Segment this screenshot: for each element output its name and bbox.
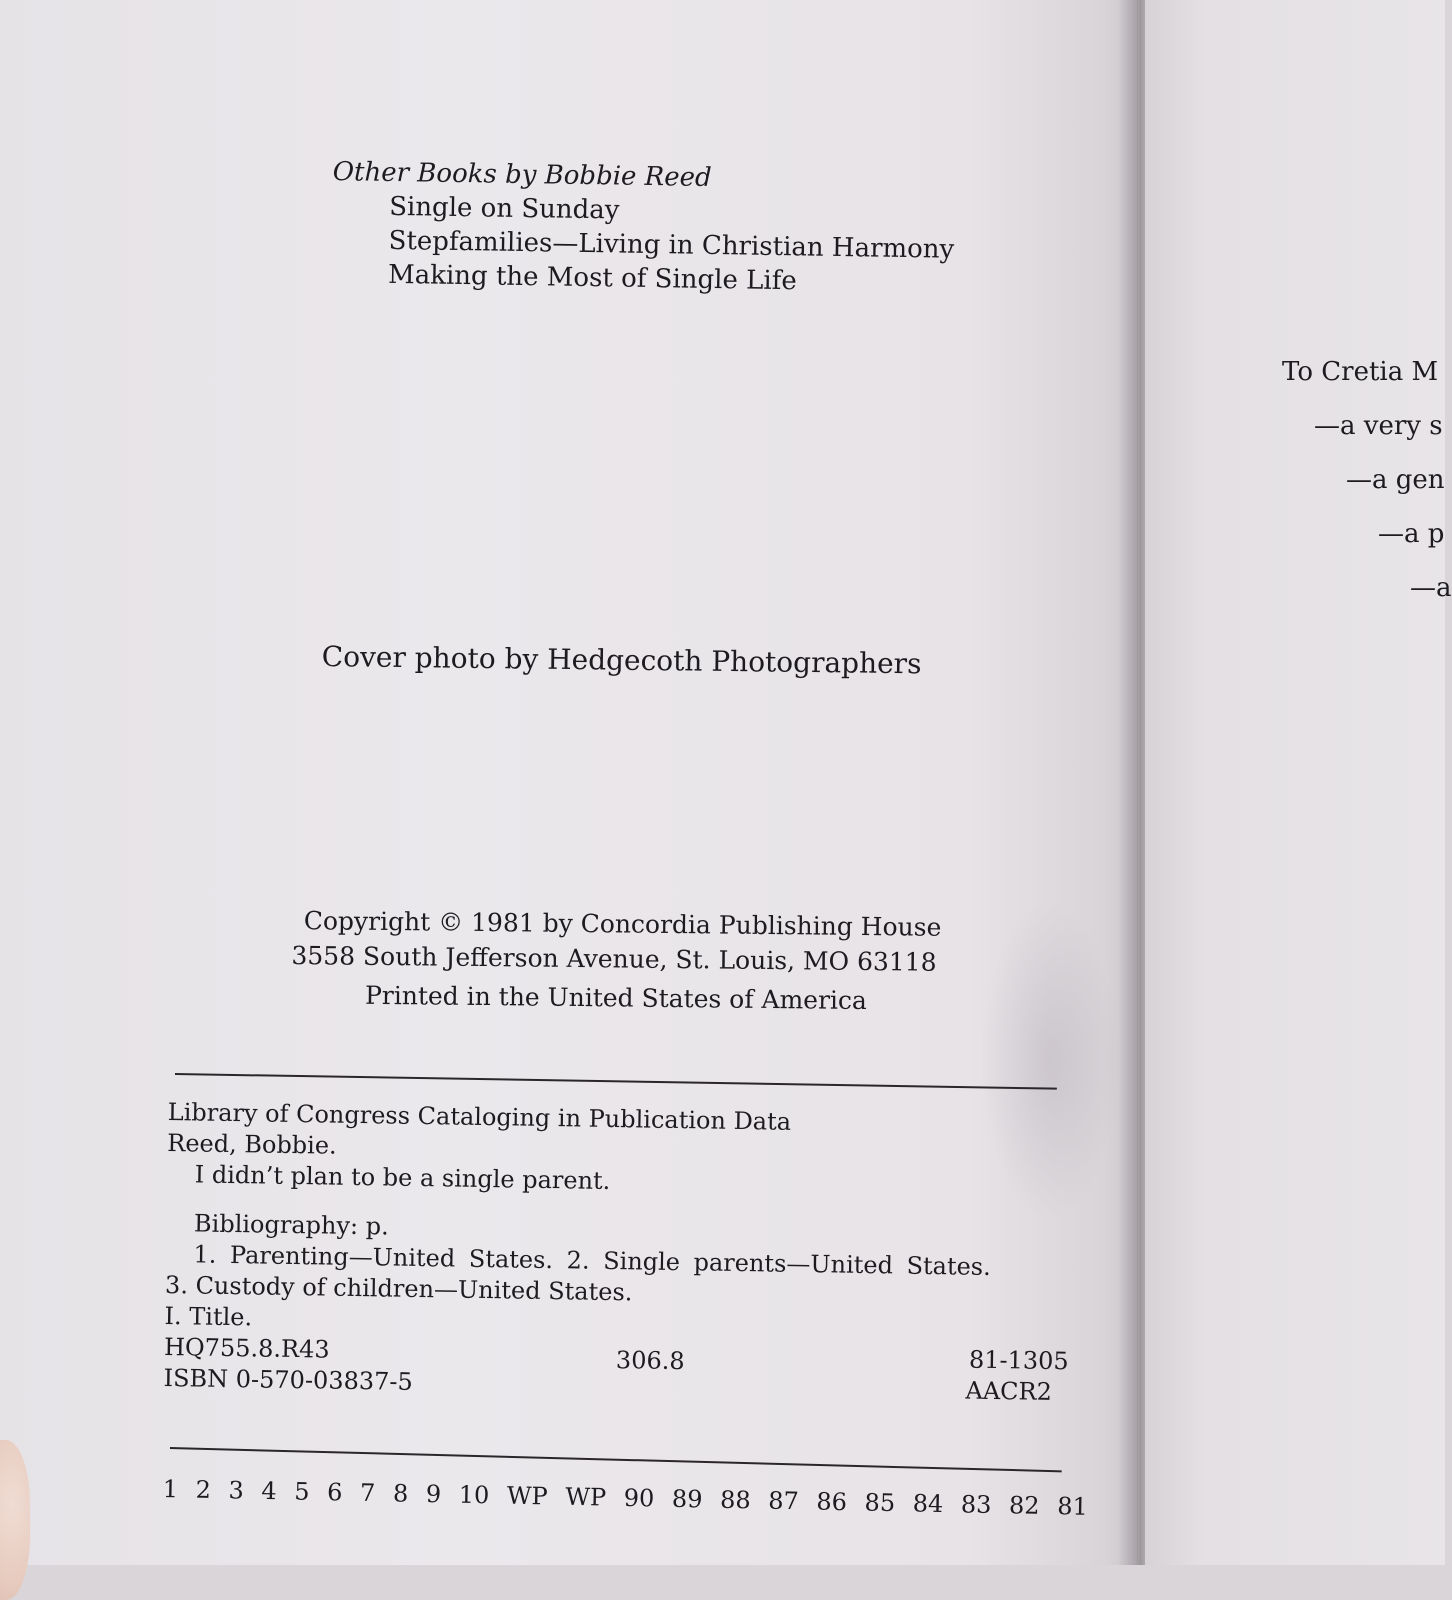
- catalog-subjects: 1. Parenting—United States. 2. Single parents—United States.: [193, 1240, 991, 1281]
- dewey-number: 306.8: [615, 1346, 685, 1376]
- catalog-bibliography: Bibliography: p.: [193, 1209, 389, 1241]
- other-books-heading: Other Books by Bobbie Reed: [332, 156, 712, 193]
- printed-in: Printed in the United States of America: [364, 980, 868, 1016]
- cataloging-rules: AACR2: [965, 1376, 1053, 1406]
- right-page: [1145, 0, 1445, 1565]
- dedication-line: —a gen: [1346, 465, 1445, 495]
- book-title: Making the Most of Single Life: [387, 259, 797, 297]
- printing-line: 1 2 3 4 5 6 7 8 9 10 WP WP 90 89 88 87 86 85 84 83 82 81: [162, 1475, 1089, 1521]
- dedication-line: To Cretia M: [1282, 357, 1439, 387]
- lccn: 81-1305: [968, 1345, 1069, 1376]
- isbn: ISBN 0-570-03837-5: [163, 1363, 413, 1396]
- dedication-block: [1282, 345, 1452, 615]
- copyright-line: Copyright © 1981 by Concordia Publishing House: [303, 906, 942, 942]
- publisher-address: 3558 South Jefferson Avenue, St. Louis, MO 63118: [291, 940, 937, 977]
- catalog-title: I didn’t plan to be a single parent.: [194, 1160, 611, 1195]
- cataloging-block: [163, 1097, 1069, 1408]
- book-title: Single on Sunday: [388, 191, 620, 226]
- dedication-line: —a very s: [1314, 411, 1443, 441]
- copyright-block: [291, 903, 942, 1019]
- dedication-line: —a p: [1378, 519, 1445, 549]
- other-books-section: [331, 155, 956, 301]
- dedication-line: —a: [1410, 573, 1452, 603]
- catalog-title-entry: I. Title.: [164, 1301, 253, 1332]
- call-number: HQ755.8.R43: [163, 1332, 330, 1364]
- catalog-author: Reed, Bobbie.: [167, 1128, 337, 1160]
- cataloging-heading: Library of Congress Cataloging in Publication Data: [167, 1097, 792, 1136]
- cover-credit: Cover photo by Hedgecoth Photographers: [321, 640, 922, 681]
- book-title: Stepfamilies—Living in Christian Harmony: [388, 225, 955, 265]
- catalog-subjects: 3. Custody of children—United States.: [164, 1270, 633, 1307]
